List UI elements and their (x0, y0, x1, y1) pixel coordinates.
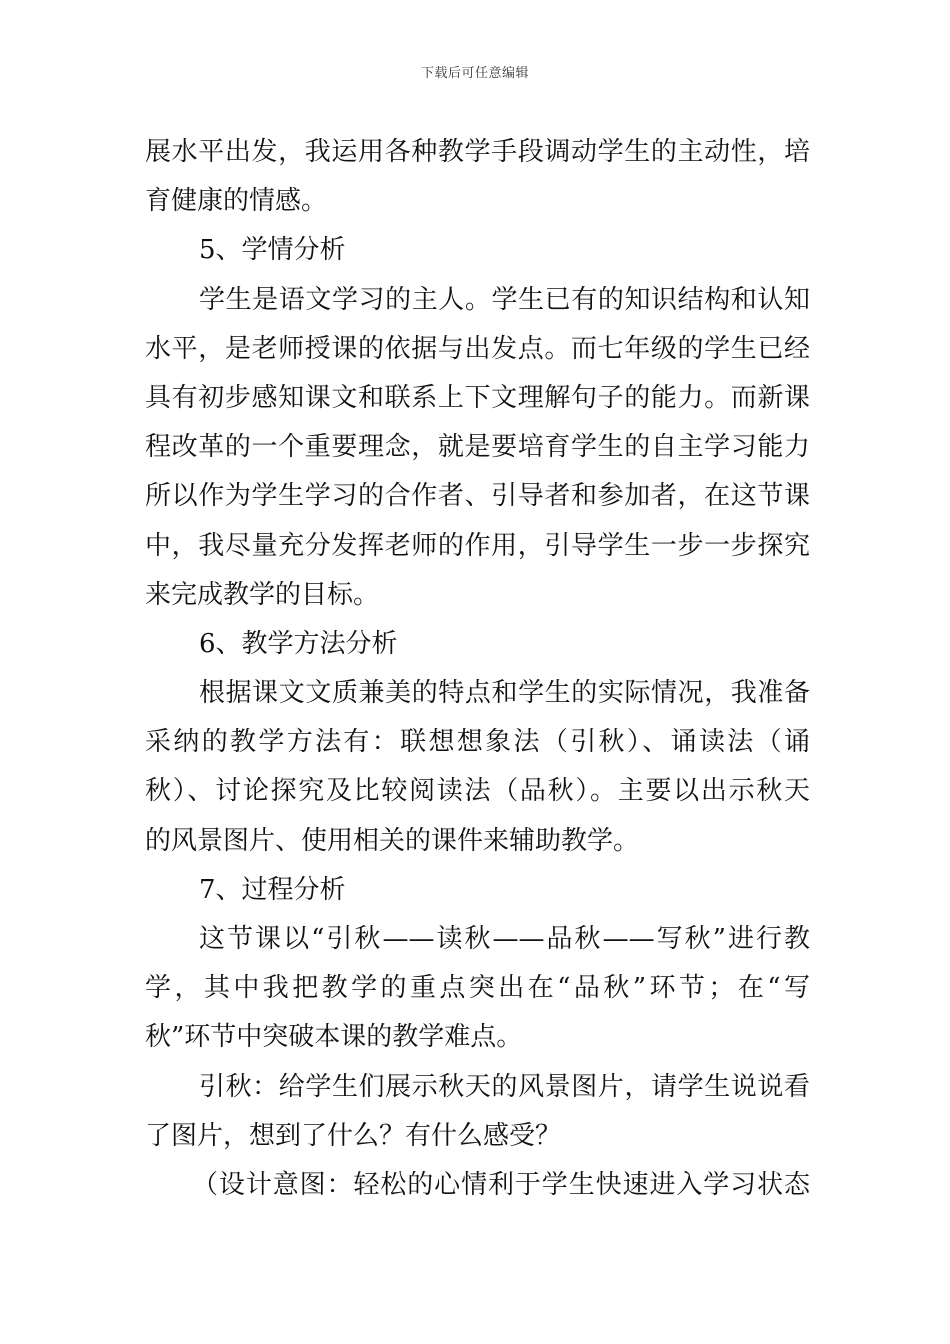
paragraph-line: 根据课文文质兼美的特点和学生的实际情况，我准备 (199, 678, 810, 709)
paragraph-line: 中，我尽量充分发挥老师的作用，引导学生一步一步探究 (145, 530, 810, 561)
paragraph-line: 学生是语文学习的主人。学生已有的知识结构和认知 (199, 284, 810, 315)
paragraph-line: 秋”环节中突破本课的教学难点。 (145, 1022, 523, 1053)
paragraph-line: 学，其中我把教学的重点突出在“品秋”环节；在“写 (145, 973, 810, 1004)
section-heading: 5、学情分析 (199, 235, 346, 266)
page-header: 下载后可任意编辑 (420, 66, 529, 81)
paragraph-line: 的风景图片、使用相关的课件来辅助教学。 (145, 825, 640, 856)
paragraph-line: 这节课以“引秋——读秋——品秋——写秋”进行教 (199, 924, 810, 954)
paragraph-line: 程改革的一个重要理念，就是要培育学生的自主学习能力 (145, 432, 810, 463)
paragraph-line: （设计意图：轻松的心情利于学生快速进入学习状态 (192, 1169, 810, 1200)
paragraph-line: 水平，是老师授课的依据与出发点。而七年级的学生已经 (145, 333, 810, 364)
document-body (145, 128, 810, 1210)
paragraph-line: 所以作为学生学习的合作者、引导者和参加者，在这节课 (145, 481, 810, 512)
paragraph-line: 采纳的教学方法有：联想想象法（引秋）、诵读法（诵 (145, 727, 810, 758)
section-heading: 6、教学方法分析 (199, 628, 398, 659)
paragraph-line: 了图片，想到了什么？有什么感受？ (145, 1120, 562, 1151)
paragraph-line: 来完成教学的目标。 (145, 579, 380, 610)
paragraph-line: 育健康的情感。 (145, 186, 328, 217)
paragraph-line: 秋）、讨论探究及比较阅读法（品秋）。主要以出示秋天 (145, 776, 810, 807)
paragraph-line: 具有初步感知课文和联系上下文理解句子的能力。而新课 (145, 382, 810, 413)
paragraph-line: 展水平出发，我运用各种教学手段调动学生的主动性，培 (145, 137, 810, 167)
section-heading: 7、过程分析 (199, 874, 346, 905)
paragraph-line: 引秋：给学生们展示秋天的风景图片，请学生说说看 (199, 1071, 810, 1102)
